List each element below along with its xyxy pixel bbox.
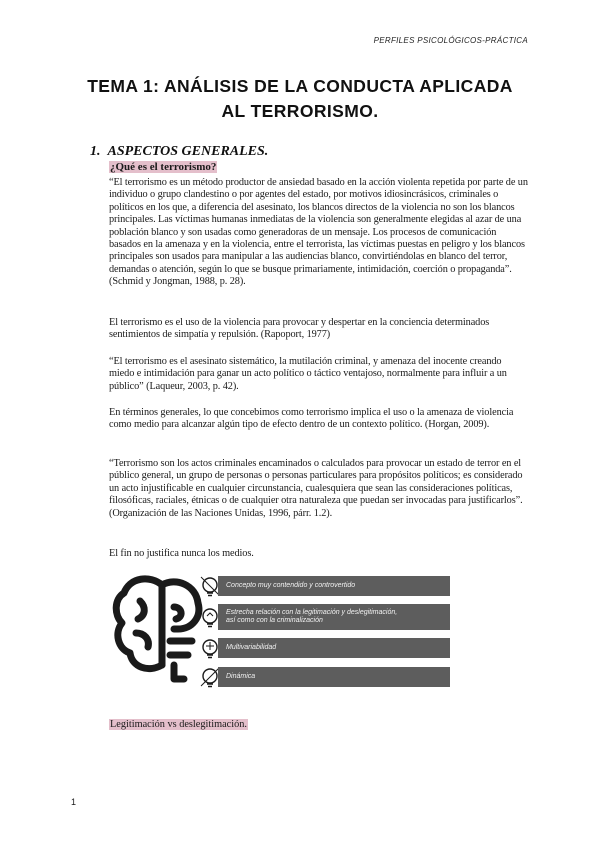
header-note: PERFILES PSICOLÓGICOS-PRÁCTICA: [373, 36, 528, 45]
infographic-bar-1: [218, 576, 450, 596]
infographic-bar-2-text-line-2: así como con la criminalización: [226, 617, 323, 624]
paragraph-definition-laqueur: “El terrorismo es el asesinato sistemático, la mutilación criminal, y amenaza del inocente creando miedo e intimidación para ganar un acto político o táctico ventajoso, normalmente para influir a un público” (Laqueur, 2003, p. 42).: [109, 356, 507, 392]
infographic-bar-3: [218, 638, 450, 658]
page-title-line-1: TEMA 1: ANÁLISIS DE LA CONDUCTA APLICADA: [87, 76, 513, 96]
legitimation-highlight: Legitimación vs deslegitimación.: [110, 719, 247, 730]
legitimation-subheading: [109, 719, 248, 730]
page-title-line-2: AL TERRORISMO.: [221, 101, 379, 121]
paragraph-definition-rapoport: El terrorismo es el uso de la violencia para provocar y despertar en la conciencia determinados sentimientos de simpatía y repulsión. (Rapoport, 1977): [109, 317, 490, 341]
infographic: [110, 567, 450, 692]
page-number: 1: [71, 797, 77, 807]
infographic-bar-4-text: Dinámica: [226, 672, 256, 680]
paragraph-conclusion: El fin no justifica nunca los medios.: [109, 548, 254, 559]
infographic-bar-1-text: Concepto muy contendido y controvertido: [226, 581, 356, 589]
paragraph-definition-schmid: “El terrorismo es un método productor de ansiedad basado en la acción violenta repetida por parte de un individuo o grupo clandestino o por agentes del estado, por motivos idiosincrásicos, criminales o políticos en los que, a diferencia del asesinato, los blancos directos de la violencia no son los blancos principales. Las víctimas humanas inmediatas de la violencia son generalmente elegidas al azar de una población blanco y son usadas como generadoras de un mensaje. Los procesos de comunicación basados en la amenaza y en la violencia, entre el terrorista, las víctimas puestas en peligro y los blancos principales son usados para manipular a las audiencias blanco, convirtiéndolas en blanco del terror, demandas o atención, según lo que se busque primariamente, intimidación, coerción o propaganda”. (Schmid y Jongman, 1988, p. 28).: [109, 177, 528, 288]
infographic-bar-3-text: Multivariabilidad: [226, 643, 277, 651]
section-number: 1.: [90, 144, 101, 159]
infographic-bar-4: [218, 667, 450, 687]
page-title: [60, 74, 540, 124]
section-heading-text: ASPECTOS GENERALES.: [107, 144, 269, 159]
question-highlight: ¿Qué es el terrorismo?: [110, 161, 217, 173]
section-heading: [90, 144, 268, 160]
question-heading: [109, 161, 217, 173]
paragraph-definition-onu: “Terrorismo son los actos criminales encaminados o calculados para provocar un estado de terror en el público general, un grupo de personas o personas particulares para propósitos políticos; es considerado un acto injustificable en cualquier circunstancia, cualesquiera que sean las consideraciones políticas, filosóficas, raciales, étnicas o de cualquier otra naturaleza que puedan ser invocadas para justificarlos”. (Organización de las Naciones Unidas, 1996, párr. 1.2).: [109, 458, 523, 519]
paragraph-definition-horgan: En términos generales, lo que concebimos como terrorismo implica el uso o la amenaza de violencia como medio para alcanzar algún tipo de efecto dentro de un contexto político. (Horgan, 2009).: [109, 407, 514, 431]
infographic-bar-2: [218, 604, 450, 630]
infographic-bar-2-text-line-1: Estrecha relación con la legitimación y deslegitimación,: [226, 608, 398, 616]
